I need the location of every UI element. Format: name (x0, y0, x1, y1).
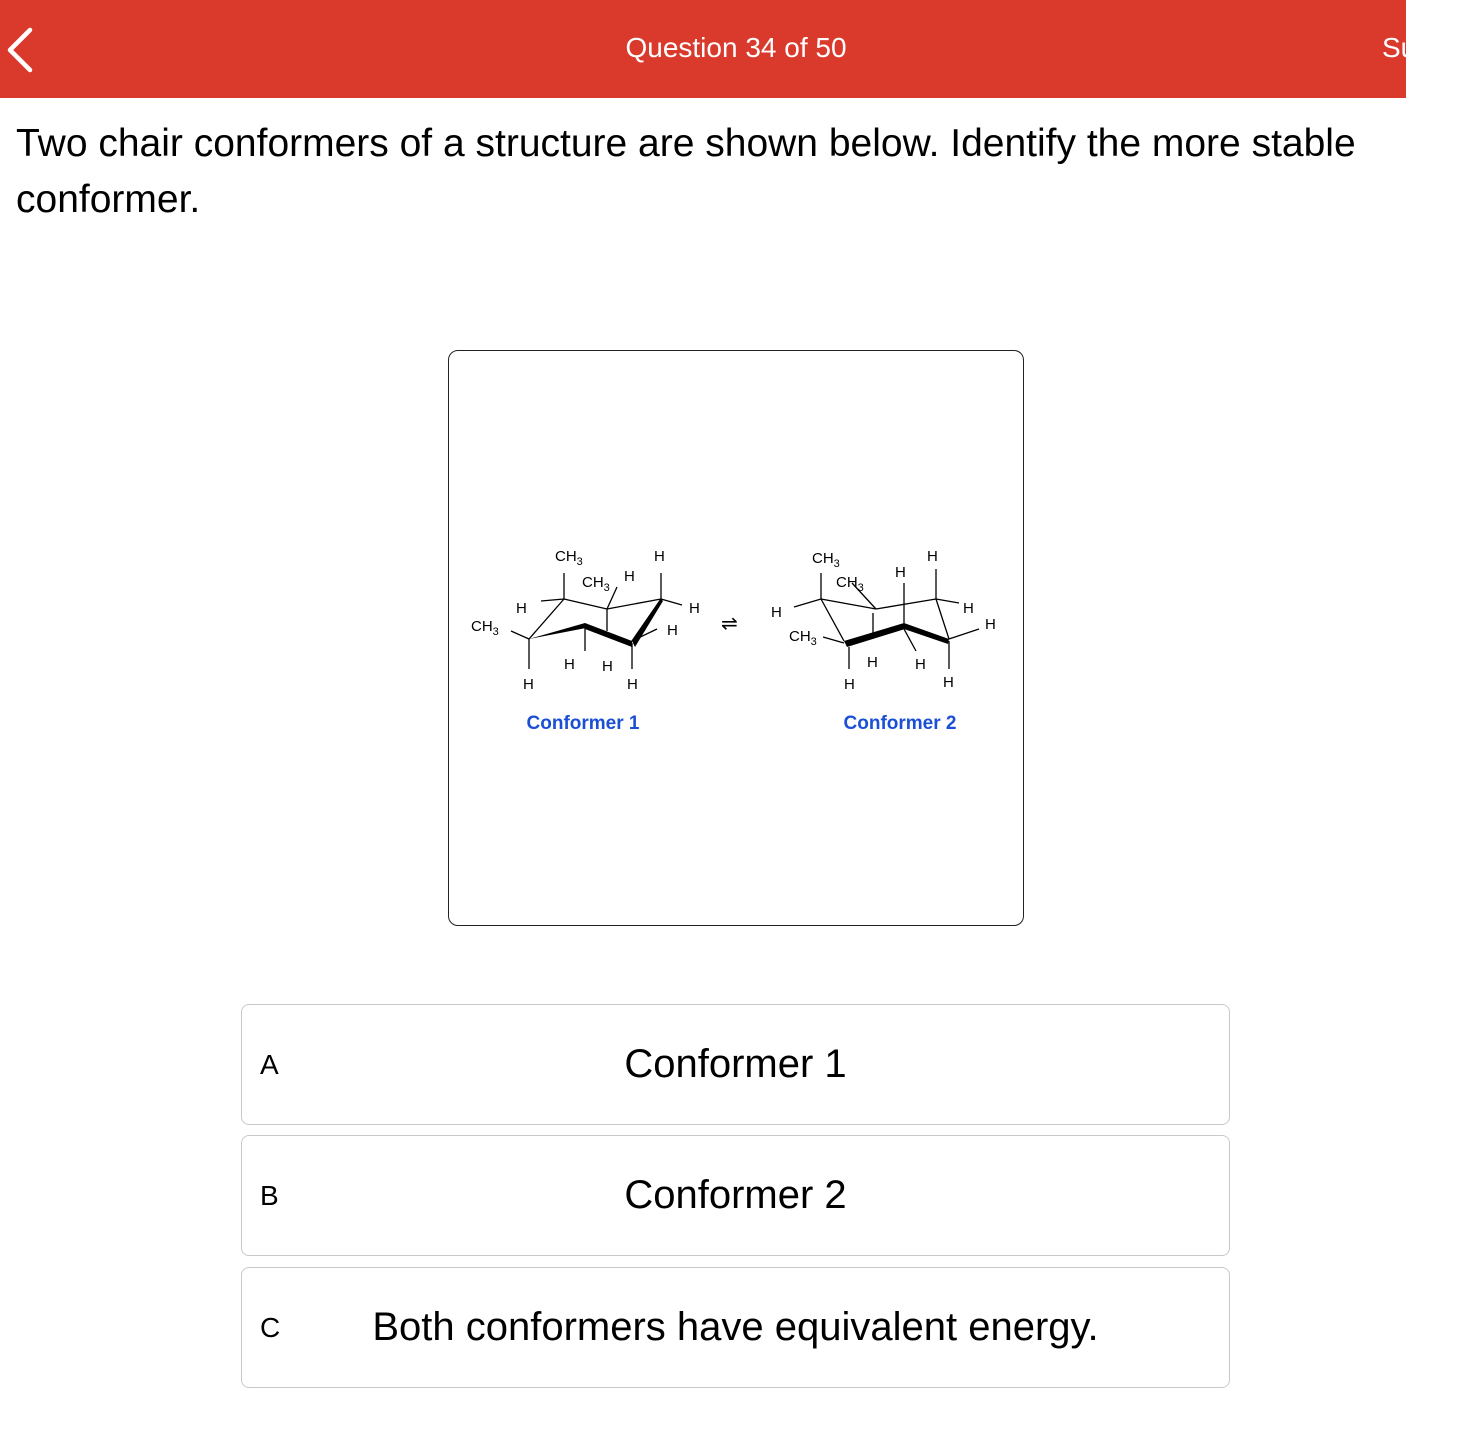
equilibrium-arrows-icon: ⇌ (721, 611, 738, 635)
c1-h: H (516, 600, 527, 617)
c1-h: H (689, 600, 700, 617)
choice-text: Conformer 1 (624, 1042, 847, 1086)
choice-b[interactable] (241, 1135, 1230, 1256)
c2-methyl-top: $CH_3$ (812, 550, 840, 570)
submit-button[interactable]: Su (1382, 32, 1417, 63)
c1-h: H (627, 676, 638, 693)
c1-methyl-mid: $CH_3$ (582, 574, 610, 594)
choice-a[interactable] (241, 1004, 1230, 1125)
choice-text: Conformer 2 (624, 1173, 847, 1217)
conformer-1-atoms (471, 548, 700, 693)
top-bar (0, 0, 1417, 98)
c1-h: H (602, 658, 613, 675)
c1-h: H (564, 656, 575, 673)
conformer-2-caption: Conformer 2 (843, 713, 957, 734)
c1-methyl-top: $CH_3$ (555, 548, 583, 568)
c1-h: H (667, 622, 678, 639)
chair-conformers-diagram (449, 351, 1023, 925)
conformer-2-atoms (771, 548, 996, 693)
c1-h: H (654, 548, 665, 565)
c2-h: H (985, 616, 996, 633)
c2-h: H (963, 600, 974, 617)
choice-c[interactable] (241, 1267, 1230, 1388)
structure-figure (448, 350, 1024, 926)
c2-h: H (844, 676, 855, 693)
c2-h: H (915, 656, 926, 673)
choice-letter: A (260, 1049, 279, 1080)
conformer-1-caption: Conformer 1 (526, 713, 640, 734)
choice-text: Both conformers have equivalent energy. (372, 1305, 1099, 1349)
c1-h: H (523, 676, 534, 693)
c2-h: H (943, 674, 954, 691)
c2-h: H (927, 548, 938, 565)
c2-h: H (771, 604, 782, 621)
c1-h: H (624, 568, 635, 585)
choice-letter: B (260, 1180, 279, 1211)
choice-letter: C (260, 1312, 281, 1343)
c1-methyl-left: $CH_3$ (471, 618, 499, 638)
question-text: Two chair conformers of a structure are shown below. Identify the more stable conformer. (16, 122, 1356, 221)
page-title: Question 34 of 50 (625, 32, 847, 63)
conformer-2-structure (794, 569, 979, 669)
c2-h: H (867, 654, 878, 671)
c2-methyl-mid: $CH_3$ (836, 574, 864, 594)
c2-methyl-left: $CH_3$ (789, 628, 817, 648)
c2-h: H (895, 564, 906, 581)
